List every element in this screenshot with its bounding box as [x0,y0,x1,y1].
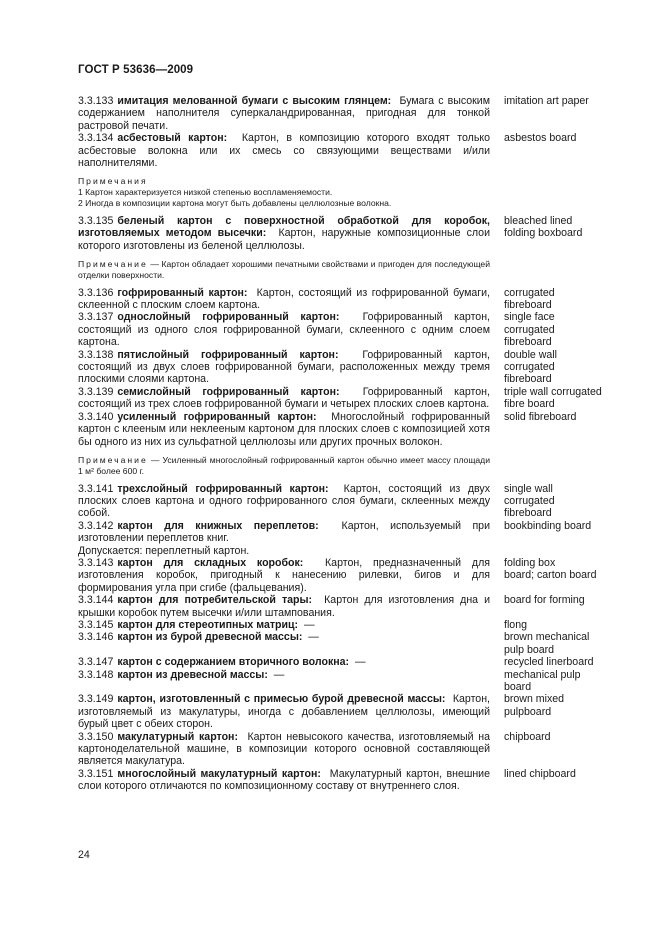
english-term-line: single face [504,311,555,324]
term-number: 3.3.146 [78,631,114,644]
english-term-line: folding box [504,556,556,569]
term-text: Гофрированный картон, состоящий из двух слоев гофрированной бумаги, расположенных между тремя плоскими слоями картона. [78,348,490,386]
english-term-line: bookbinding board [504,519,592,532]
term-definition [78,411,490,448]
term-entry [78,557,618,594]
term-definition [78,349,490,386]
term-definition [78,693,490,730]
english-term-line: folding boxboard [504,227,583,240]
term-definition [78,520,490,545]
term-number: 3.3.136 [78,286,114,299]
english-term-line: corrugated [504,494,555,507]
english-term-line: imitation art paper [504,95,589,107]
term-number: 3.3.137 [78,311,114,324]
term-entry [78,386,618,411]
term-name: многослойный макулатурный картон: [117,767,321,780]
term-text: Картон, предназначенный для изготовления коробок, пригодный к нанесению рилевки, бигов и для формирования угла при сгибе (фальцевания). [78,556,490,594]
english-equivalent [504,520,616,532]
term-number: 3.3.135 [78,214,114,227]
english-term-line: mechanical pulp [504,668,581,681]
term-definition [78,287,490,312]
term-entry [78,349,618,386]
note-3-heading: Примечание [78,454,148,465]
term-name: однослойный гофрированный картон: [117,311,340,324]
term-entry [78,287,618,312]
english-term-line: fibreboard [504,336,552,349]
note-2-text: — Картон обладает хорошими печатными свойствами и пригоден для последующей отделки поверхности. [78,259,490,280]
term-name: картон из бурой древесной массы: [117,631,303,644]
term-entry [78,311,618,348]
note-2-heading: Примечание [78,259,148,270]
english-term-line: pulpboard [504,705,552,718]
term-name: имитация мелованной бумаги с высоким глянцем: [117,95,392,107]
note-1 [78,176,490,208]
term-entry [78,693,618,730]
term-number: 3.3.139 [78,385,114,398]
term-text: — [303,618,315,631]
term-number: 3.3.138 [78,348,114,361]
term-name: картон с содержанием вторичного волокна: [117,656,350,669]
english-term-line: corrugated [504,361,555,374]
english-equivalent [504,669,616,694]
english-term-line: bleached lined [504,214,573,227]
term-text: Картон, состоящий из гофрированной бумаги, склеенной с плоским слоем картона. [78,286,490,312]
english-term-line: asbestos board [504,132,577,145]
term-definition [78,619,490,631]
term-text: Картон невысокого качества, изготовляемый на картоноделательной машине, в композиции которого основной составляющей является макулатура. [78,730,491,768]
term-number: 3.3.142 [78,519,114,532]
term-name: макулатурный картон: [117,730,238,743]
term-definition [78,311,490,348]
note-1-line: 1 Картон характеризуется низкой степенью воспламеняемости. [78,187,333,198]
english-equivalent [504,132,616,144]
term-definition [78,132,490,169]
english-equivalent [504,311,616,348]
term-number: 3.3.147 [78,656,114,669]
term-entry [78,631,618,656]
term-text: — [308,631,319,644]
term-entry [78,731,618,768]
content [78,95,618,793]
note-1-line: 2 Иногда в композиции картона могут быть добавлены целлюлозные волокна. [78,198,392,209]
term-text: Гофрированный картон, состоящий из трех слоев гофрированной бумаги и четырех плоских слоев картона. [78,385,490,411]
term-entry [78,594,618,619]
term-number: 3.3.141 [78,482,114,495]
term-name: гофрированный картон: [117,286,248,299]
english-equivalent [504,693,616,718]
term-name: беленый картон с поверхностной обработкой для коробок, изготовляемых методом высечки: [78,214,490,240]
english-equivalent [504,731,616,743]
term-definition [78,557,490,594]
english-term-line: fibre board [504,398,555,411]
term-entry [78,132,618,169]
document-header: ГОСТ Р 53636—2009 [78,64,194,76]
term-name: картон для стереотипных матриц: [117,618,299,631]
term-text: Картон, наружные композиционные слои которого изготовлены из беленой целлюлозы. [78,227,490,252]
term-name: усиленный гофрированный картон: [117,410,317,423]
note-3-text: — Усиленный многослойный гофрированный картон обычно имеет массу площади 1 м² более 600 г. [78,454,491,476]
term-definition [78,594,490,619]
english-equivalent [504,215,616,240]
english-term-line: fibreboard [504,299,552,312]
english-term-line: corrugated [504,286,555,299]
english-equivalent [504,619,616,631]
english-equivalent [504,287,616,312]
entries-group-b [78,215,618,252]
note-2 [78,259,490,281]
english-term-line: brown mechanical [504,631,590,644]
term-definition [78,95,490,132]
english-equivalent [504,768,616,780]
english-term-line: board for forming [504,594,585,607]
english-term-line: board; carton board [504,569,597,582]
english-equivalent [504,631,616,656]
term-entry [78,483,618,520]
term-number: 3.3.148 [78,668,114,681]
term-definition [78,386,490,411]
term-text: Макулатурный картон, внешние слои которого отличаются по композиционному составу от внутреннего слоя. [78,767,490,793]
term-name: семислойный гофрированный картон: [117,385,340,398]
term-entry [78,520,618,545]
term-text: Картон, состоящий из двух плоских слоев картона и одного гофрированного слоя бумаги, склеенных между собой. [78,482,490,520]
term-name: асбестовый картон: [117,132,228,145]
term-number: 3.3.140 [78,410,114,423]
english-term-line: pulp board [504,643,555,656]
term-definition [78,215,490,252]
english-equivalent [504,483,616,520]
entries-group-e [78,557,618,793]
term-text: Гофрированный картон, состоящий из одного слоя гофрированной бумаги, склеенного с одним слоем картона. [78,311,490,349]
english-term-line: recycled linerboard [504,656,594,669]
term-name: картон для потребительской тары: [117,594,313,607]
term-text: Бумага с высоким содержанием наполнителя суперкаландрированная, пригодная для тонкой растровой печати. [78,95,491,132]
english-term-line: fibreboard [504,373,552,386]
term-definition [78,669,490,681]
term-name: пятислойный гофрированный картон: [117,348,339,361]
term-name: картон для складных коробок: [117,556,304,569]
english-term-line: corrugated [504,323,555,336]
term-entry [78,669,618,694]
term-number: 3.3.150 [78,730,114,743]
term-name: картон, изготовленный с примесью бурой древесной массы: [117,693,446,706]
entries-group-d [78,483,618,545]
english-equivalent [504,656,616,668]
english-term-line: flong [504,618,527,631]
term-name: трехслойный гофрированный картон: [117,482,329,495]
english-equivalent [504,411,616,423]
term-entry [78,411,618,448]
term-text: Картон, изготовляемый из макулатуры, иногда с добавлением целлюлозы, имеющий бурый цвет с обеих сторон. [78,693,490,731]
english-term-line: fibreboard [504,507,552,520]
term-entry [78,215,618,252]
term-entry [78,656,618,668]
term-text: — [273,668,285,681]
english-term-line: chipboard [504,730,551,743]
english-term-line: solid fibreboard [504,410,577,423]
note-3 [78,455,490,477]
term-text: Картон, в композицию которого входят только асбестовые волокна или их смесь со связующими веществами и/или наполнителями. [78,132,490,170]
english-term-line: lined chipboard [504,767,576,780]
term-number: 3.3.149 [78,693,114,706]
term-text: — [354,656,366,669]
term-definition [78,731,490,768]
term-name: картон для книжных переплетов: [117,519,319,532]
english-term-line: brown mixed [504,693,565,706]
term-text: Картон для изготовления дна и крышки коробок путем высечки и/или штампования. [78,594,491,619]
term-number: 3.3.151 [78,767,114,780]
english-equivalent [504,386,616,411]
english-equivalent [504,95,616,107]
english-term-line: single wall [504,482,553,495]
entries-group-c [78,287,618,448]
english-term-line: double wall [504,348,558,361]
english-term-line: board [504,681,532,694]
term-number: 3.3.134 [78,132,114,145]
term-entry [78,768,618,793]
term-number: 3.3.145 [78,618,114,631]
page-number: 24 [78,849,90,861]
term-number: 3.3.143 [78,556,114,569]
term-entry [78,619,618,631]
permitted-term: Допускается: переплетный картон. [78,544,250,557]
english-equivalent [504,557,616,582]
term-definition [78,656,490,668]
term-number: 3.3.144 [78,594,114,607]
term-text: Многослойный гофрированный картон с клееным или неклееным картоном для плоских слоев с композицией хотя бы одного из них из сульфатной целлюлозы или других прочных волокон. [78,410,490,448]
term-entry [78,95,618,132]
entries-group-a [78,95,618,169]
english-equivalent [504,349,616,386]
term-definition [78,768,490,793]
term-text: Картон, используемый при изготовлении переплетов книг. [78,519,490,545]
term-definition [78,631,490,643]
note-1-heading: Примечания [78,176,148,187]
term-definition [78,483,490,520]
english-equivalent [504,594,616,606]
term-number: 3.3.133 [78,95,114,107]
english-term-line: triple wall corrugated [504,385,602,398]
term-name: картон из древесной массы: [117,668,268,681]
